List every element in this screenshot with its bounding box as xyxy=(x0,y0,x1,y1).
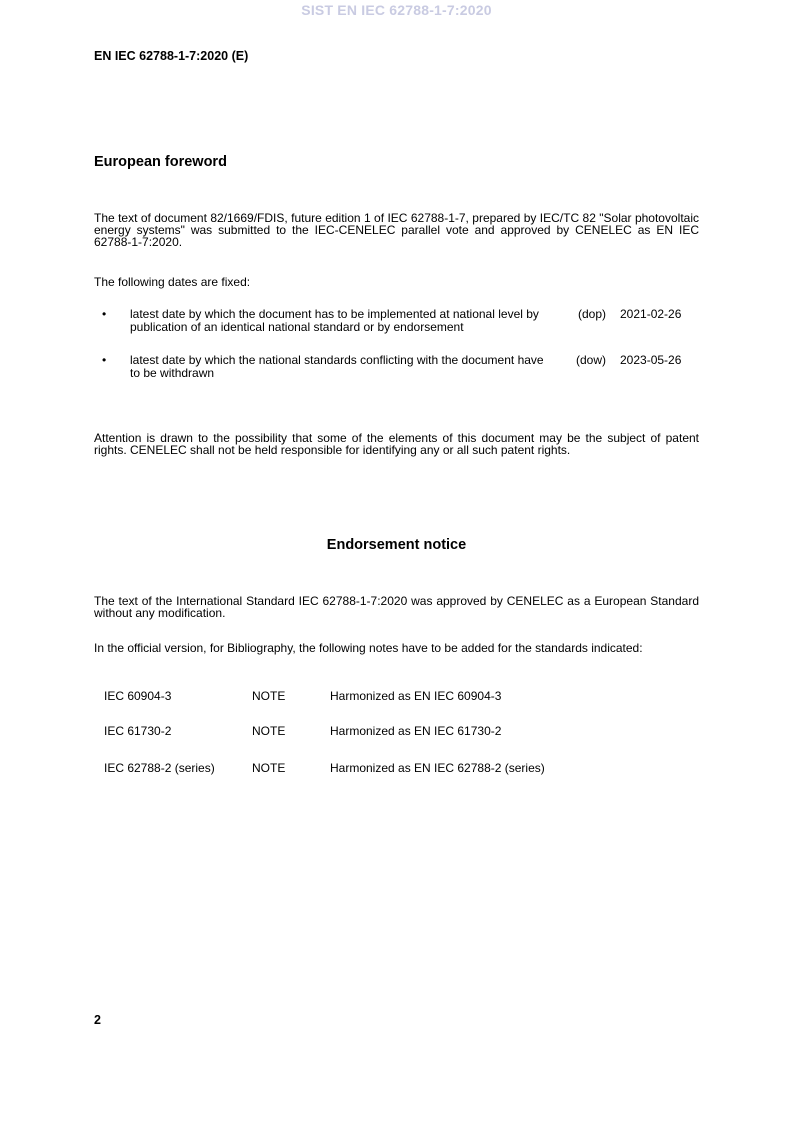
endorsement-paragraph-2: In the official version, for Bibliography, the following notes have to be added for the standards indicated: xyxy=(94,641,643,655)
note-standard-ref: IEC 62788-2 (series) xyxy=(104,761,215,775)
date-item-code: (dop) xyxy=(577,307,606,321)
endorsement-paragraph-1: The text of the International Standard IEC 62788-1-7:2020 was approved by CENELEC as a European Standard without any modification. xyxy=(94,594,699,620)
foreword-paragraph-1: The text of document 82/1669/FDIS, future edition 1 of IEC 62788-1-7, prepared by IEC/TC 82 "Solar photovoltaic energy systems" was submitted to the IEC-CENELEC parallel vote and approved by CENELEC as EN IEC 62788-1-7:2020. xyxy=(94,211,699,249)
note-label: NOTE xyxy=(252,689,286,703)
date-item-date: 2023-05-26 xyxy=(620,353,682,367)
date-item-dow xyxy=(94,354,699,382)
page-number: 2 xyxy=(94,1013,101,1027)
note-text: Harmonized as EN IEC 62788-2 (series) xyxy=(330,761,545,775)
note-label: NOTE xyxy=(252,724,286,738)
document-id-header: EN IEC 62788-1-7:2020 (E) xyxy=(94,49,249,63)
note-standard-ref: IEC 60904-3 xyxy=(104,689,172,703)
date-item-date: 2021-02-26 xyxy=(620,307,682,321)
endorsement-notice-heading: Endorsement notice xyxy=(326,537,467,553)
date-item-text: latest date by which the national standards conflicting with the document have to be withdrawn xyxy=(130,353,544,380)
bullet-icon: • xyxy=(102,307,107,321)
bullet-icon: • xyxy=(102,353,107,367)
note-text: Harmonized as EN IEC 60904-3 xyxy=(330,689,502,703)
date-item-dop xyxy=(94,308,699,336)
note-text: Harmonized as EN IEC 61730-2 xyxy=(330,724,502,738)
foreword-paragraph-3: Attention is drawn to the possibility that some of the elements of this document may be the subject of patent rights. CENELEC shall not be held responsible for identifying any or all such patent rights. xyxy=(94,431,699,457)
bibliography-note-row xyxy=(104,725,704,739)
watermark: SIST EN IEC 62788-1-7:2020 xyxy=(301,2,492,18)
date-item-code: (dow) xyxy=(575,353,606,367)
bibliography-note-row xyxy=(104,690,704,704)
note-label: NOTE xyxy=(252,761,286,775)
european-foreword-heading: European foreword xyxy=(94,154,227,170)
note-standard-ref: IEC 61730-2 xyxy=(104,724,172,738)
bibliography-note-row xyxy=(104,762,704,776)
date-item-text: latest date by which the document has to be implemented at national level by publication of an identical national standard or by endorsement xyxy=(130,307,539,334)
foreword-paragraph-2: The following dates are fixed: xyxy=(94,275,251,289)
